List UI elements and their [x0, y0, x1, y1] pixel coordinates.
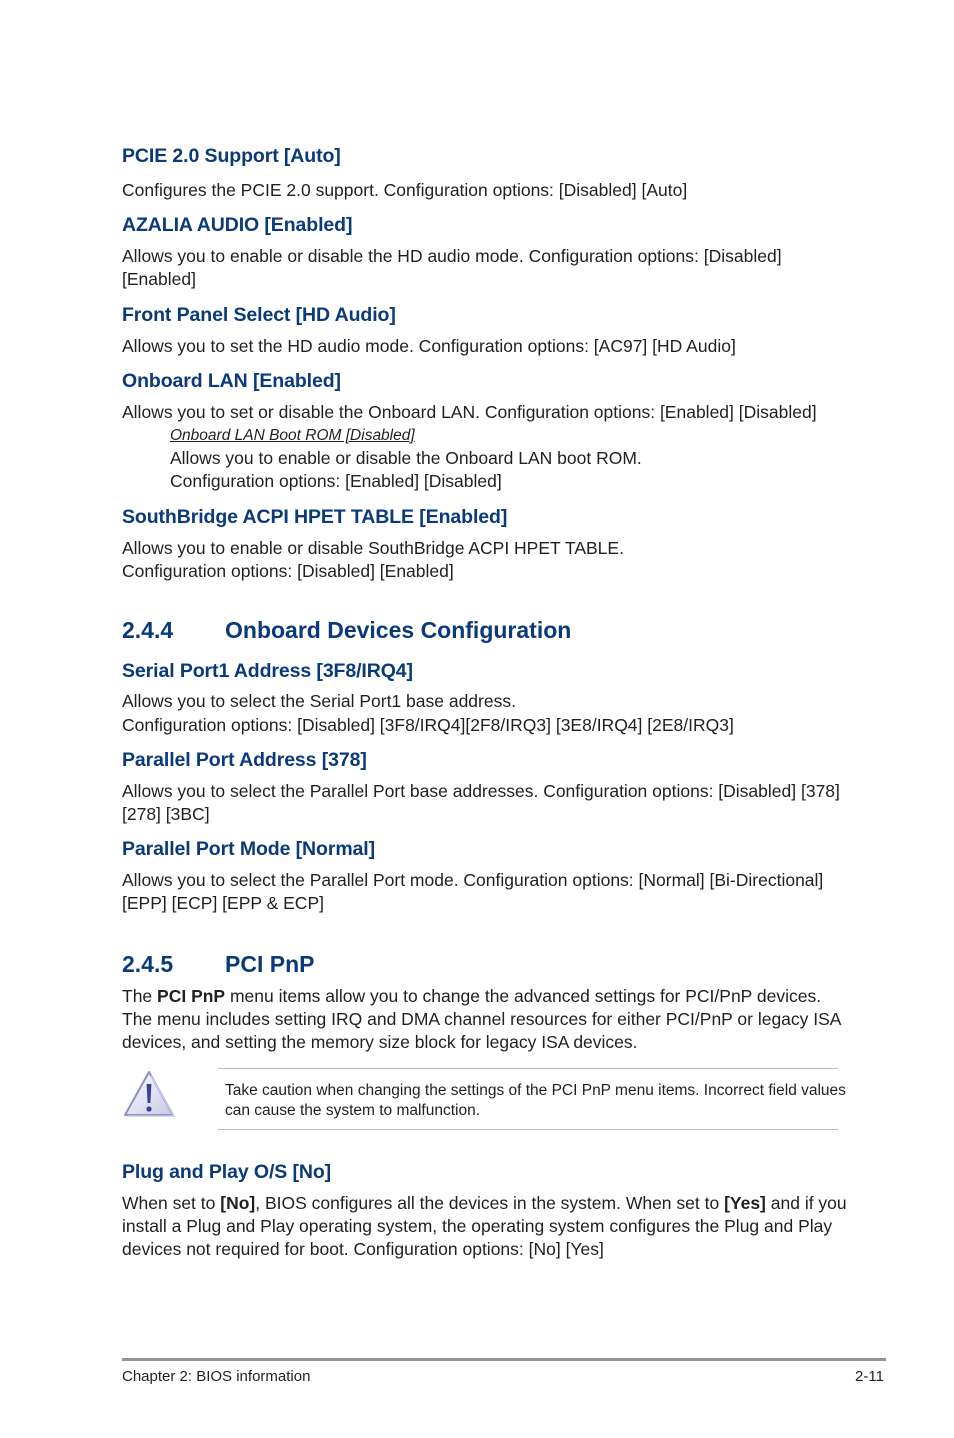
parallel-mode-desc-line2: [EPP] [ECP] [EPP & ECP] — [122, 893, 324, 913]
caution-text-line1: Take caution when changing the settings of the PCI PnP menu items. Incorrect field values — [225, 1082, 846, 1099]
parallel-address-desc-line1: Allows you to select the Parallel Port base addresses. Configuration options: [Disabled] [378] — [122, 781, 840, 801]
plug-and-play-line2: install a Plug and Play operating system, the operating system configures the Plug and Play — [122, 1216, 833, 1236]
lan-boot-rom-desc-line2: Configuration options: [Enabled] [Disabled] — [170, 471, 502, 491]
section-245-number: 2.4.5 — [122, 951, 174, 977]
onboard-lan-heading: Onboard LAN [Enabled] — [122, 370, 341, 392]
serial-port-desc-line2: Configuration options: [Disabled] [3F8/IRQ4][2F8/IRQ3] [3E8/IRQ4] [2E8/IRQ3] — [122, 715, 734, 735]
plug-and-play-line3: devices not required for boot. Configuration options: [No] [Yes] — [122, 1239, 604, 1259]
plug-and-play-line1 — [122, 1192, 847, 1215]
pnp-intro-line3: devices, and setting the memory size block for legacy ISA devices. — [122, 1032, 638, 1052]
pnp-intro-text-b: menu items allow you to change the advanced settings for PCI/PnP devices. — [225, 986, 822, 1006]
section-244-title — [122, 617, 571, 644]
caution-text-line2: can cause the system to malfunction. — [225, 1102, 481, 1119]
pnp-intro-text-a: The — [122, 986, 158, 1006]
front-panel-heading: Front Panel Select [HD Audio] — [122, 304, 396, 326]
section-244-number: 2.4.4 — [122, 617, 174, 643]
caution-top-rule — [218, 1068, 838, 1069]
pnp-no-option: [No] — [220, 1193, 256, 1213]
pcie-heading: PCIE 2.0 Support [Auto] — [122, 145, 341, 167]
pnp-text-c: , BIOS configures all the devices in the system. When set to — [255, 1193, 725, 1213]
onboard-lan-desc: Allows you to set or disable the Onboard LAN. Configuration options: [Enabled] [Disabled] — [122, 402, 817, 422]
hpet-desc-line2: Configuration options: [Disabled] [Enabled] — [122, 561, 454, 581]
pcie-desc: Configures the PCIE 2.0 support. Configuration options: [Disabled] [Auto] — [122, 180, 688, 200]
front-panel-desc: Allows you to set the HD audio mode. Configuration options: [AC97] [HD Audio] — [122, 336, 736, 356]
section-245-name: PCI PnP — [225, 951, 315, 977]
parallel-mode-heading: Parallel Port Mode [Normal] — [122, 838, 376, 860]
azalia-desc-line2: [Enabled] — [122, 269, 196, 289]
lan-boot-rom-desc-line1: Allows you to enable or disable the Onboard LAN boot ROM. — [170, 448, 642, 468]
parallel-address-heading: Parallel Port Address [378] — [122, 749, 367, 771]
pnp-yes-option: [Yes] — [724, 1193, 766, 1213]
section-244-name: Onboard Devices Configuration — [225, 617, 572, 643]
pnp-intro-line1 — [122, 985, 821, 1008]
azalia-heading: AZALIA AUDIO [Enabled] — [122, 214, 353, 236]
pnp-intro-line2: The menu includes setting IRQ and DMA channel resources for either PCI/PnP or legacy ISA — [122, 1009, 842, 1029]
pnp-intro-bold: PCI PnP — [157, 986, 226, 1006]
footer-page-number: 2-11 — [855, 1368, 884, 1385]
azalia-desc-line1: Allows you to enable or disable the HD audio mode. Configuration options: [Disabled] — [122, 246, 782, 266]
footer-rule — [122, 1358, 886, 1361]
caution-bottom-rule — [218, 1129, 838, 1130]
hpet-desc-line1: Allows you to enable or disable SouthBridge ACPI HPET TABLE. — [122, 538, 624, 558]
serial-port-heading: Serial Port1 Address [3F8/IRQ4] — [122, 660, 413, 682]
lan-boot-rom-title: Onboard LAN Boot ROM [Disabled] — [170, 427, 415, 444]
warning-triangle-icon — [122, 1068, 176, 1120]
parallel-address-desc-line2: [278] [3BC] — [122, 804, 210, 824]
pnp-text-a: When set to — [122, 1193, 221, 1213]
plug-and-play-heading: Plug and Play O/S [No] — [122, 1161, 332, 1183]
hpet-heading: SouthBridge ACPI HPET TABLE [Enabled] — [122, 506, 508, 528]
serial-port-desc-line1: Allows you to select the Serial Port1 base address. — [122, 691, 516, 711]
section-245-title — [122, 951, 314, 978]
footer-chapter: Chapter 2: BIOS information — [122, 1368, 311, 1385]
pnp-text-e: and if you — [765, 1193, 847, 1213]
parallel-mode-desc-line1: Allows you to select the Parallel Port mode. Configuration options: [Normal] [Bi-Directional] — [122, 870, 824, 890]
